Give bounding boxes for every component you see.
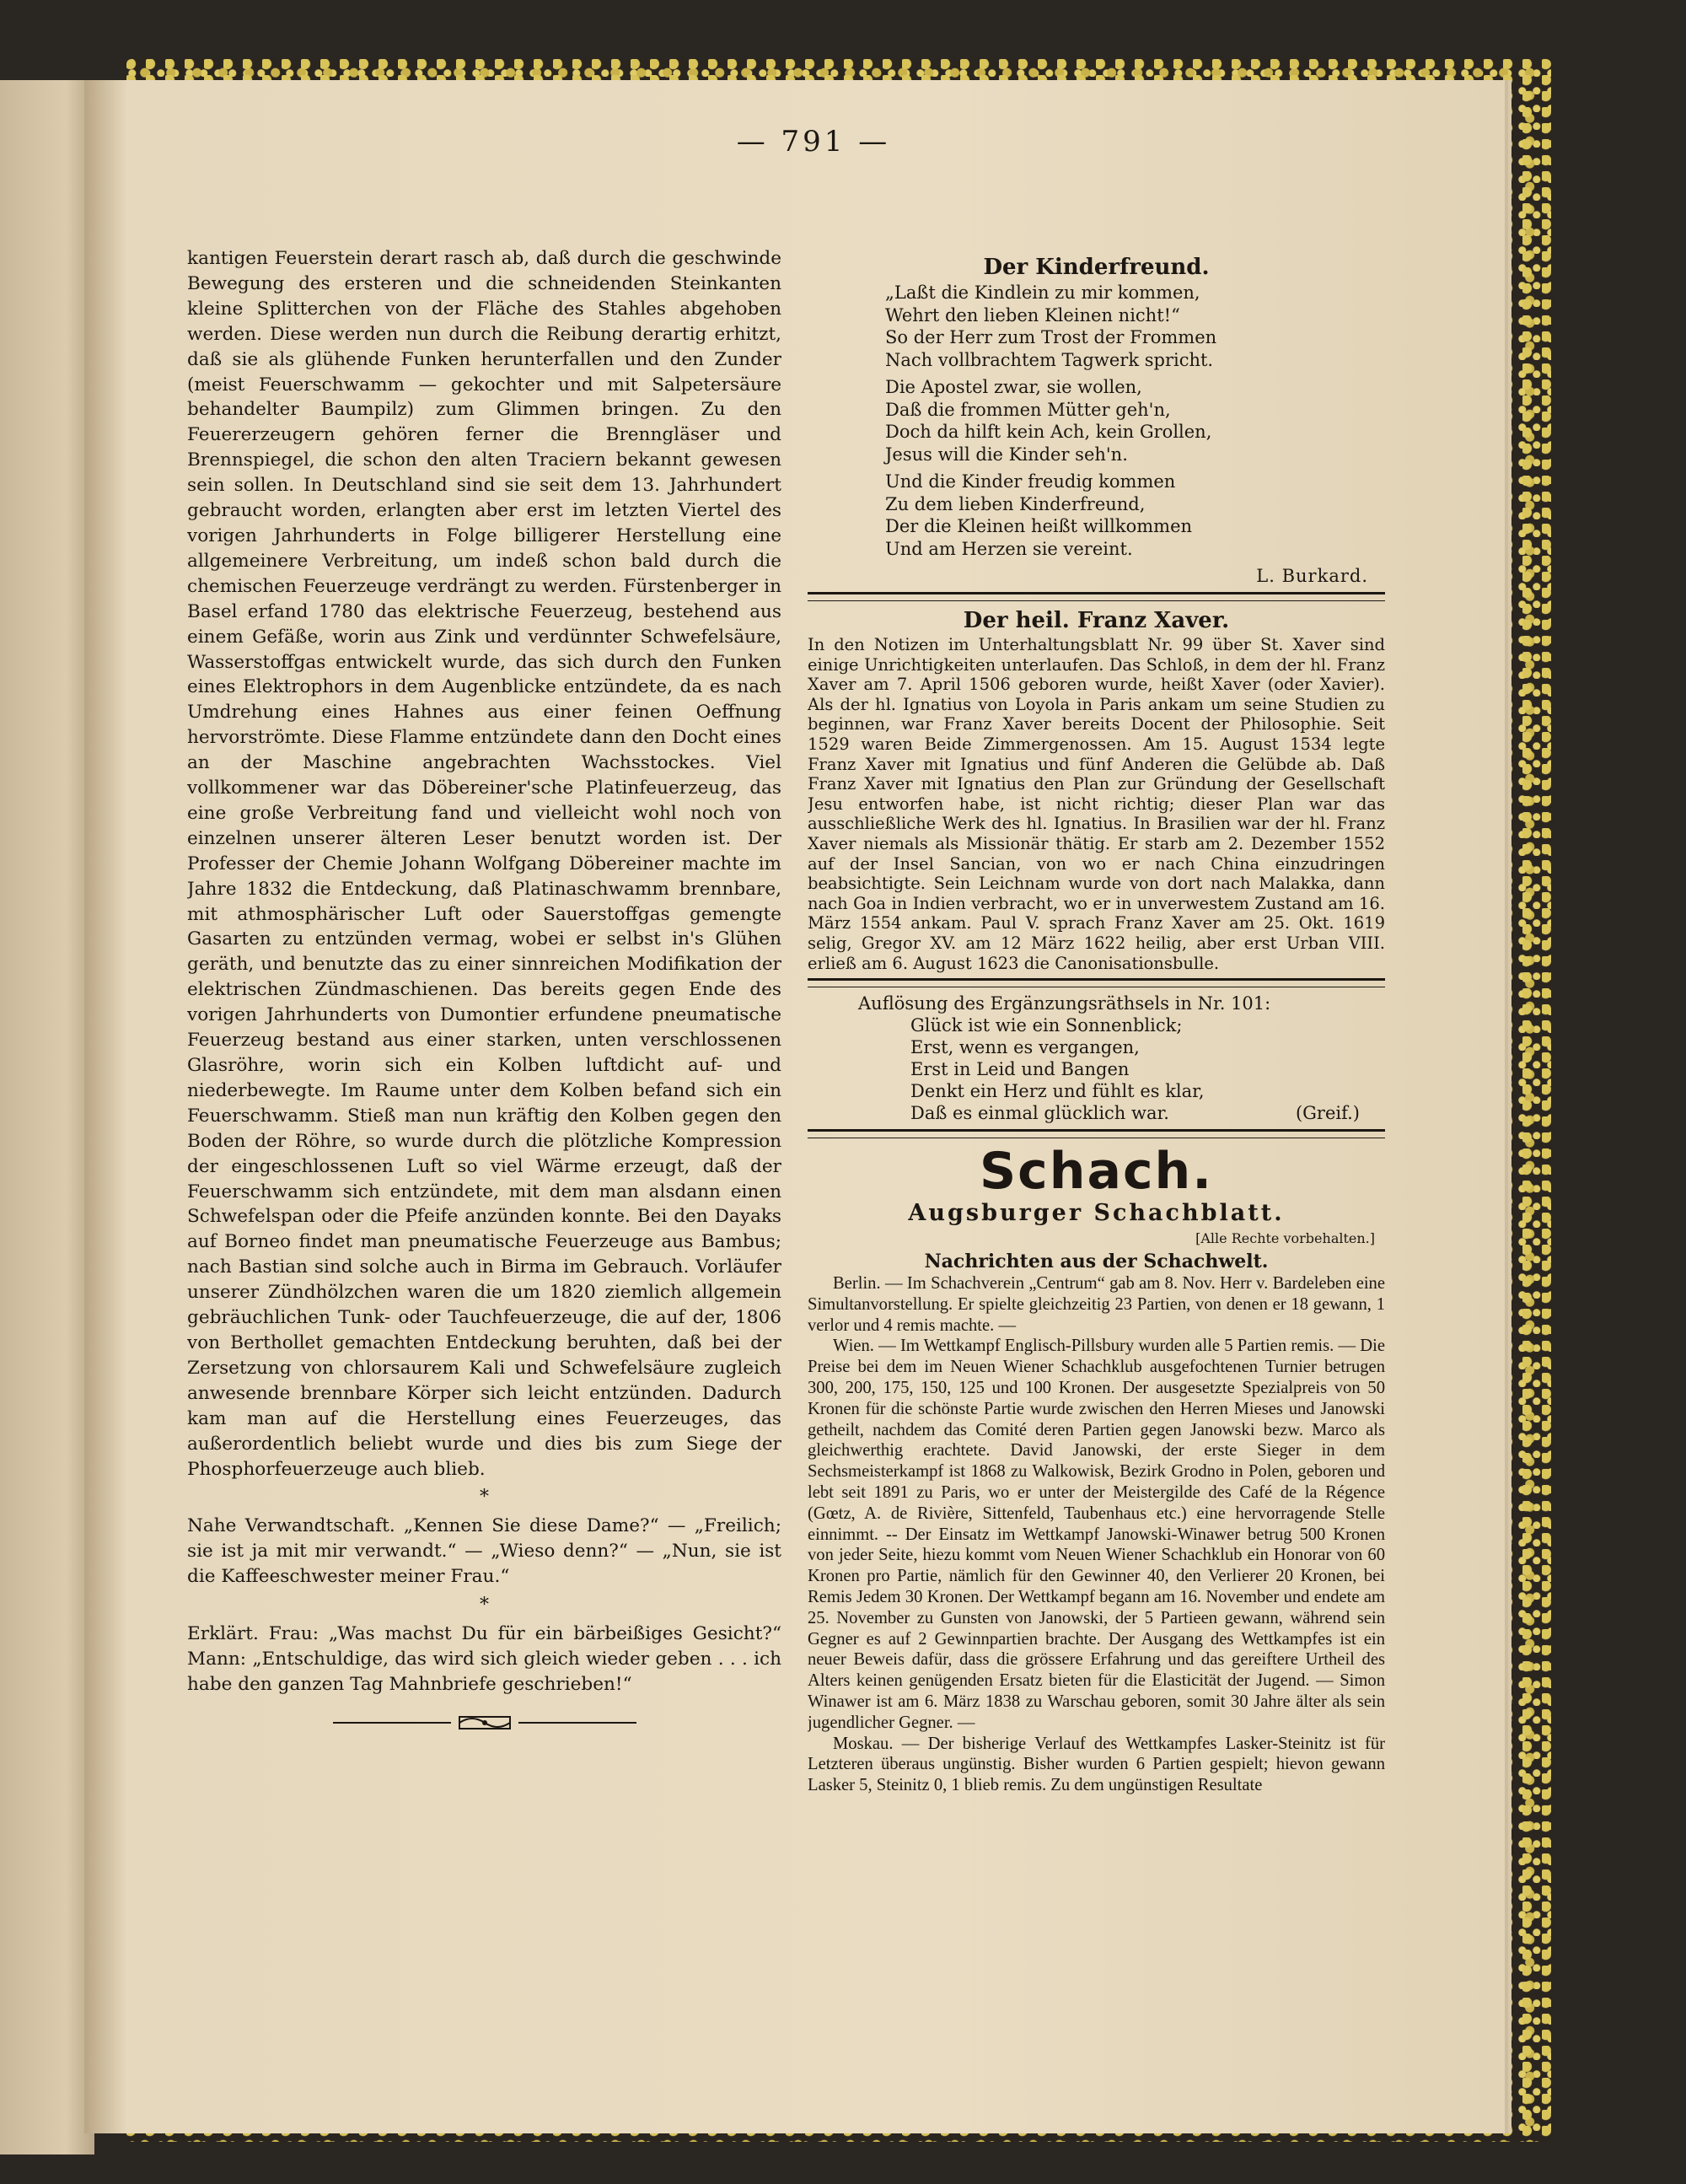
joke-paragraph: Erklärt. Frau: „Was machst Du für ein bärbeißiges Gesicht?“ Mann: „Entschuldige, das wird sich gleich wieder geben . . . ich habe den ganzen Tag Mahnbriefe geschrieben!“ [187, 1623, 781, 1695]
poem-stanza [885, 376, 1385, 465]
page-number: — 791 — [736, 125, 891, 159]
solution-poem [910, 1014, 1385, 1124]
poem-line: „Laßt die Kindlein zu mir kommen, [885, 282, 1200, 303]
poem-line: So der Herr zum Trost der Frommen [885, 327, 1217, 347]
solution-line: Denkt ein Herz und fühlt es klar, [910, 1081, 1205, 1102]
joke-erklaert [187, 1622, 781, 1697]
section-divider [808, 978, 1385, 987]
poem-line: Und die Kinder freudig kommen [885, 471, 1176, 492]
solution-line: Erst in Leid und Bangen [910, 1059, 1130, 1080]
solution-line: Erst, wenn es vergangen, [910, 1037, 1140, 1058]
chess-news-paragraph: Wien. — Im Wettkampf Englisch-Pillsbury wurden alle 5 Partien remis. — Die Preise bei dem im Neuen Wiener Schachklub ausgefochtenen Turnier betrugen 300, 200, 175, 150, 125 und 100 Kronen. Der ausgesetzte Spezialpreis von 50 Kronen für die schönste Partie wurde zwischen den Herren Mieses und Janowski getheilt, nachdem das Comité deren Partien gegen Janowski bezw. Marco als gleichwerthig erachtete. David Janowski, der erste Sieger in dem Sechsmeisterkampf ist 1868 zu Walkowisk, Bezirk Grodno in Polen, geboren und lebt seit 1891 zu Paris, wo er unter der Meistergilde des Café de la Régence (Gœtz, A. de Rivière, Sittenfeld, Taubenhaus etc.) eine hervorragende Stelle einnimmt. -- Der Einsatz im Wettkampf Janowski-Winawer betrug 500 Kronen von jeder Seite, hiezu kommt vom Neuen Wiener Schachklub ein Honorar von 60 Kronen pro Partie, nämlich für den Gewinner 40, den Verlierer 20 Kronen, bei Remis Jedem 30 Kronen. Der Wettkampf begann am 16. November und endete am 25. November zu Gunsten von Janowski, der 5 Partieen gewann, während sein Gegner es auf 2 Gewinnpartien brachte. Der Ausgang des Wettkampfes ist ein neuer Beweis dafür, dass die grössere Erfahrung und das gereiftere Urtheil des Alters keinen genügenden Ersatz bieten für die Elasticität der Jugend. — Simon Winawer ist am 6. März 1838 zu Warschau geboren, somit 30 Jahre älter als sein jugendlicher Gegner. — [808, 1337, 1385, 1732]
poem-body [885, 282, 1385, 560]
poem-line: Und am Herzen sie vereint. [885, 538, 1133, 559]
solution-credit: (Greif.) [1295, 1103, 1360, 1124]
poem-line: Jesus will die Kinder seh'n. [885, 444, 1128, 465]
ornament-divider [333, 1714, 636, 1731]
chess-subheading: Augsburger Schachblatt. [908, 1200, 1285, 1227]
separator-star: * [480, 1595, 489, 1616]
poem-author: L. Burkard. [1256, 566, 1368, 586]
poem-line: Zu dem lieben Kinderfreund, [885, 493, 1146, 514]
poem-line: Die Apostel zwar, sie wollen, [885, 377, 1142, 397]
right-column [808, 253, 1385, 2024]
poem-line: Nach vollbrachtem Tagwerk spricht. [885, 349, 1214, 370]
solution-line: Glück ist wie ein Sonnenblick; [910, 1015, 1183, 1036]
article-paragraph: kantigen Feuerstein derart rasch ab, daß durch die geschwinde Bewegung des ersteren und die schneidenden Steinkanten kleine Splitterchen von der Fläche des Stahles abgehoben werden. Diese werden nun durch die Reibung derartig erhitzt, daß sie als glühende Funken herunterfallen und den Zunder (meist Feuerschwamm — gekochter und mit Salpetersäure behandelter Baumpilz) zum Glimmen bringen. Zu den Feuererzeugern gehören ferner die Brenngläser und Brennspiegel, die schon den alten Traciern bekannt gewesen sein sollen. In Deutschland sind sie seit dem 13. Jahrhundert gebraucht worden, erlangten aber erst im letzten Viertel des vorigen Jahrhunderts in Folge billigerer Herstellung eine allgemeinere Verbreitung, um indeß schon bald durch die chemischen Feuerzeuge verdrängt zu werden. Fürstenberger in Basel erfand 1780 das elektrische Feuerzeug, bestehend aus einem Gefäße, worin aus Zink und verdünnter Schwefelsäure, Wasserstoffgas entwickelt wurde, das sich durch den Funken eines Elektrophors in dem Augenblicke entzündete, da es nach Umdrehung eines Hahnes aus einer feinen Oeffnung hervorströmte. Diese Flamme entzündete dann den Docht eines an der Maschine angebrachten Wachsstockes. Viel vollkommener war das Döbereiner'sche Platinfeuerzeug, das eine große Verbreitung fand und vielleicht wohl noch von einzelnen unserer älteren Leser benutzt worden ist. Der Professer der Chemie Johann Wolfgang Döbereiner machte im Jahre 1832 die Entdeckung, daß Platinaschwamm brennbare, mit athmosphärischer Luft oder Sauerstoffgas gemengte Gasarten zu entzünden vermag, wobei er selbst in's Glühen geräth, und benutzte das zu einer sinnreichen Modifikation der elektrischen Zündmaschienen. Das bereits gegen Ende des vorigen Jahrhunderts von Dumontier erfundene pneumatische Feuerzeug bestand aus einer starken, unten verschlossenen Glasröhre, worin sich ein Kolben luftdicht auf- und niederbewegte. Im Raume unter dem Kolben befand sich ein Feuerschwamm. Stieß man nun kräftig den Kolben gegen den Boden der Röhre, so wurde durch die plötzliche Kompression der eingeschlossenen Luft so viel Wärme erzeugt, daß der Feuerschwamm sich entzündete, mit dem man alsdann einen Schwefelspan oder die Pfeife anzünden konnte. Bei den Dayaks auf Borneo findet man pneumatische Feuerzeuge aus Bambus; nach Bastian sind solche auch in Birma im Gebrauch. Vorläufer unserer Zündhölzchen waren die um 1820 ziemlich allgemein gebräuchlichen Tunk- oder Tauchfeuerzeuge, die auf der, 1806 von Berthollet gemachten Entdeckung beruhten, daß bei der Zersetzung von chlorsaurem Kali und Schwefelsäure zugleich anwesende brennbare Körper sich leicht entzünden. Dadurch kam man auf die Herstellung eines Feuerzeuges, das außerordentlich beliebt wurde und dies bis zum Siege der Phosphorfeuerzeuge auch blieb. [187, 248, 781, 1480]
xaver-title: Der heil. Franz Xaver. [963, 608, 1230, 633]
xaver-article [808, 635, 1385, 973]
joke-verwandtschaft [187, 1514, 781, 1590]
solution-title: Auflösung des Ergänzungsräthsels in Nr. 101: [858, 993, 1271, 1014]
left-column [187, 246, 781, 1966]
poem-line: Der die Kleinen heißt willkommen [885, 516, 1193, 536]
poem-title: Der Kinderfreund. [983, 255, 1210, 280]
facing-page-edge [0, 80, 94, 2154]
chess-news [808, 1273, 1385, 1796]
chess-news-paragraph: Berlin. — Im Schachverein „Centrum“ gab am 8. Nov. Herr v. Bardeleben eine Simultanvorstellung. Er spielte gleichzeitig 23 Partien, von denen er 18 gewann, 1 verlor und 4 remis machte. — [808, 1274, 1385, 1335]
joke-paragraph: Nahe Verwandtschaft. „Kennen Sie diese Dame?“ — „Freilich; sie ist ja mit mir verwandt.“ — „Wieso denn?“ — „Nun, sie ist die Kaffeeschwester meiner Frau.“ [187, 1515, 781, 1588]
rights-notice: [Alle Rechte vorbehalten.] [1195, 1230, 1375, 1247]
chess-heading: Schach. [979, 1142, 1214, 1202]
poem-line: Doch da hilft kein Ach, kein Grollen, [885, 422, 1212, 442]
section-divider [808, 1129, 1385, 1138]
poem-line: Daß die frommen Mütter geh'n, [885, 399, 1171, 420]
chess-news-title: Nachrichten aus der Schachwelt. [924, 1251, 1269, 1273]
article-feuerzeug [187, 246, 781, 1482]
poem-line: Wehrt den lieben Kleinen nicht!“ [885, 304, 1180, 325]
xaver-paragraph: In den Notizen im Unterhaltungsblatt Nr. 99 über St. Xaver sind einige Unrichtigkeiten unterlaufen. Das Schloß, in dem der hl. Franz Xaver am 7. April 1506 geboren wurde, heißt Xaver (oder Xavier). Als der hl. Ignatius von Loyola in Paris ankam um seine Studien zu beginnen, war Franz Xaver bereits Docent der Philosophie. Seit 1529 waren Beide Zimmergenossen. Am 15. August 1534 legte Franz Xaver mit Ignatius und fünf Anderen die Gelübde ab. Daß Franz Xaver mit Ignatius den Plan zur Gründung der Gesellschaft Jesu entworfen habe, ist nicht richtig; dieser Plan war das ausschließliche Werk des hl. Ignatius. In Brasilien war der hl. Franz Xaver niemals als Missionär thätig. Er starb am 2. Dezember 1552 auf der Insel Sancian, von wo er nach China einzudringen beabsichtigte. Sein Leichnam wurde von dort nach Malakka, dann nach Goa in Indien verbracht, wo er in unverwestem Zustand am 16. März 1554 ankam. Paul V. sprach Franz Xaver am 25. Okt. 1619 selig, Gregor XV. am 12 März 1622 heilig, aber erst Urban VIII. erließ am 6. August 1623 die Canonisationsbulle. [808, 635, 1385, 973]
solution-line: Daß es einmal glücklich war. [910, 1103, 1169, 1124]
poem-stanza [885, 282, 1385, 371]
chess-news-paragraph: Moskau. — Der bisherige Verlauf des Wettkampfes Lasker-Steinitz ist für Letzteren überaus ungünstig. Bisher wurden 6 Partien gespielt; hievon gewann Lasker 5, Steinitz 0, 1 blieb remis. Zu dem ungünstigen Resultate [808, 1734, 1385, 1795]
section-divider [808, 592, 1385, 601]
separator-star: * [480, 1487, 489, 1509]
poem-stanza [885, 471, 1385, 560]
